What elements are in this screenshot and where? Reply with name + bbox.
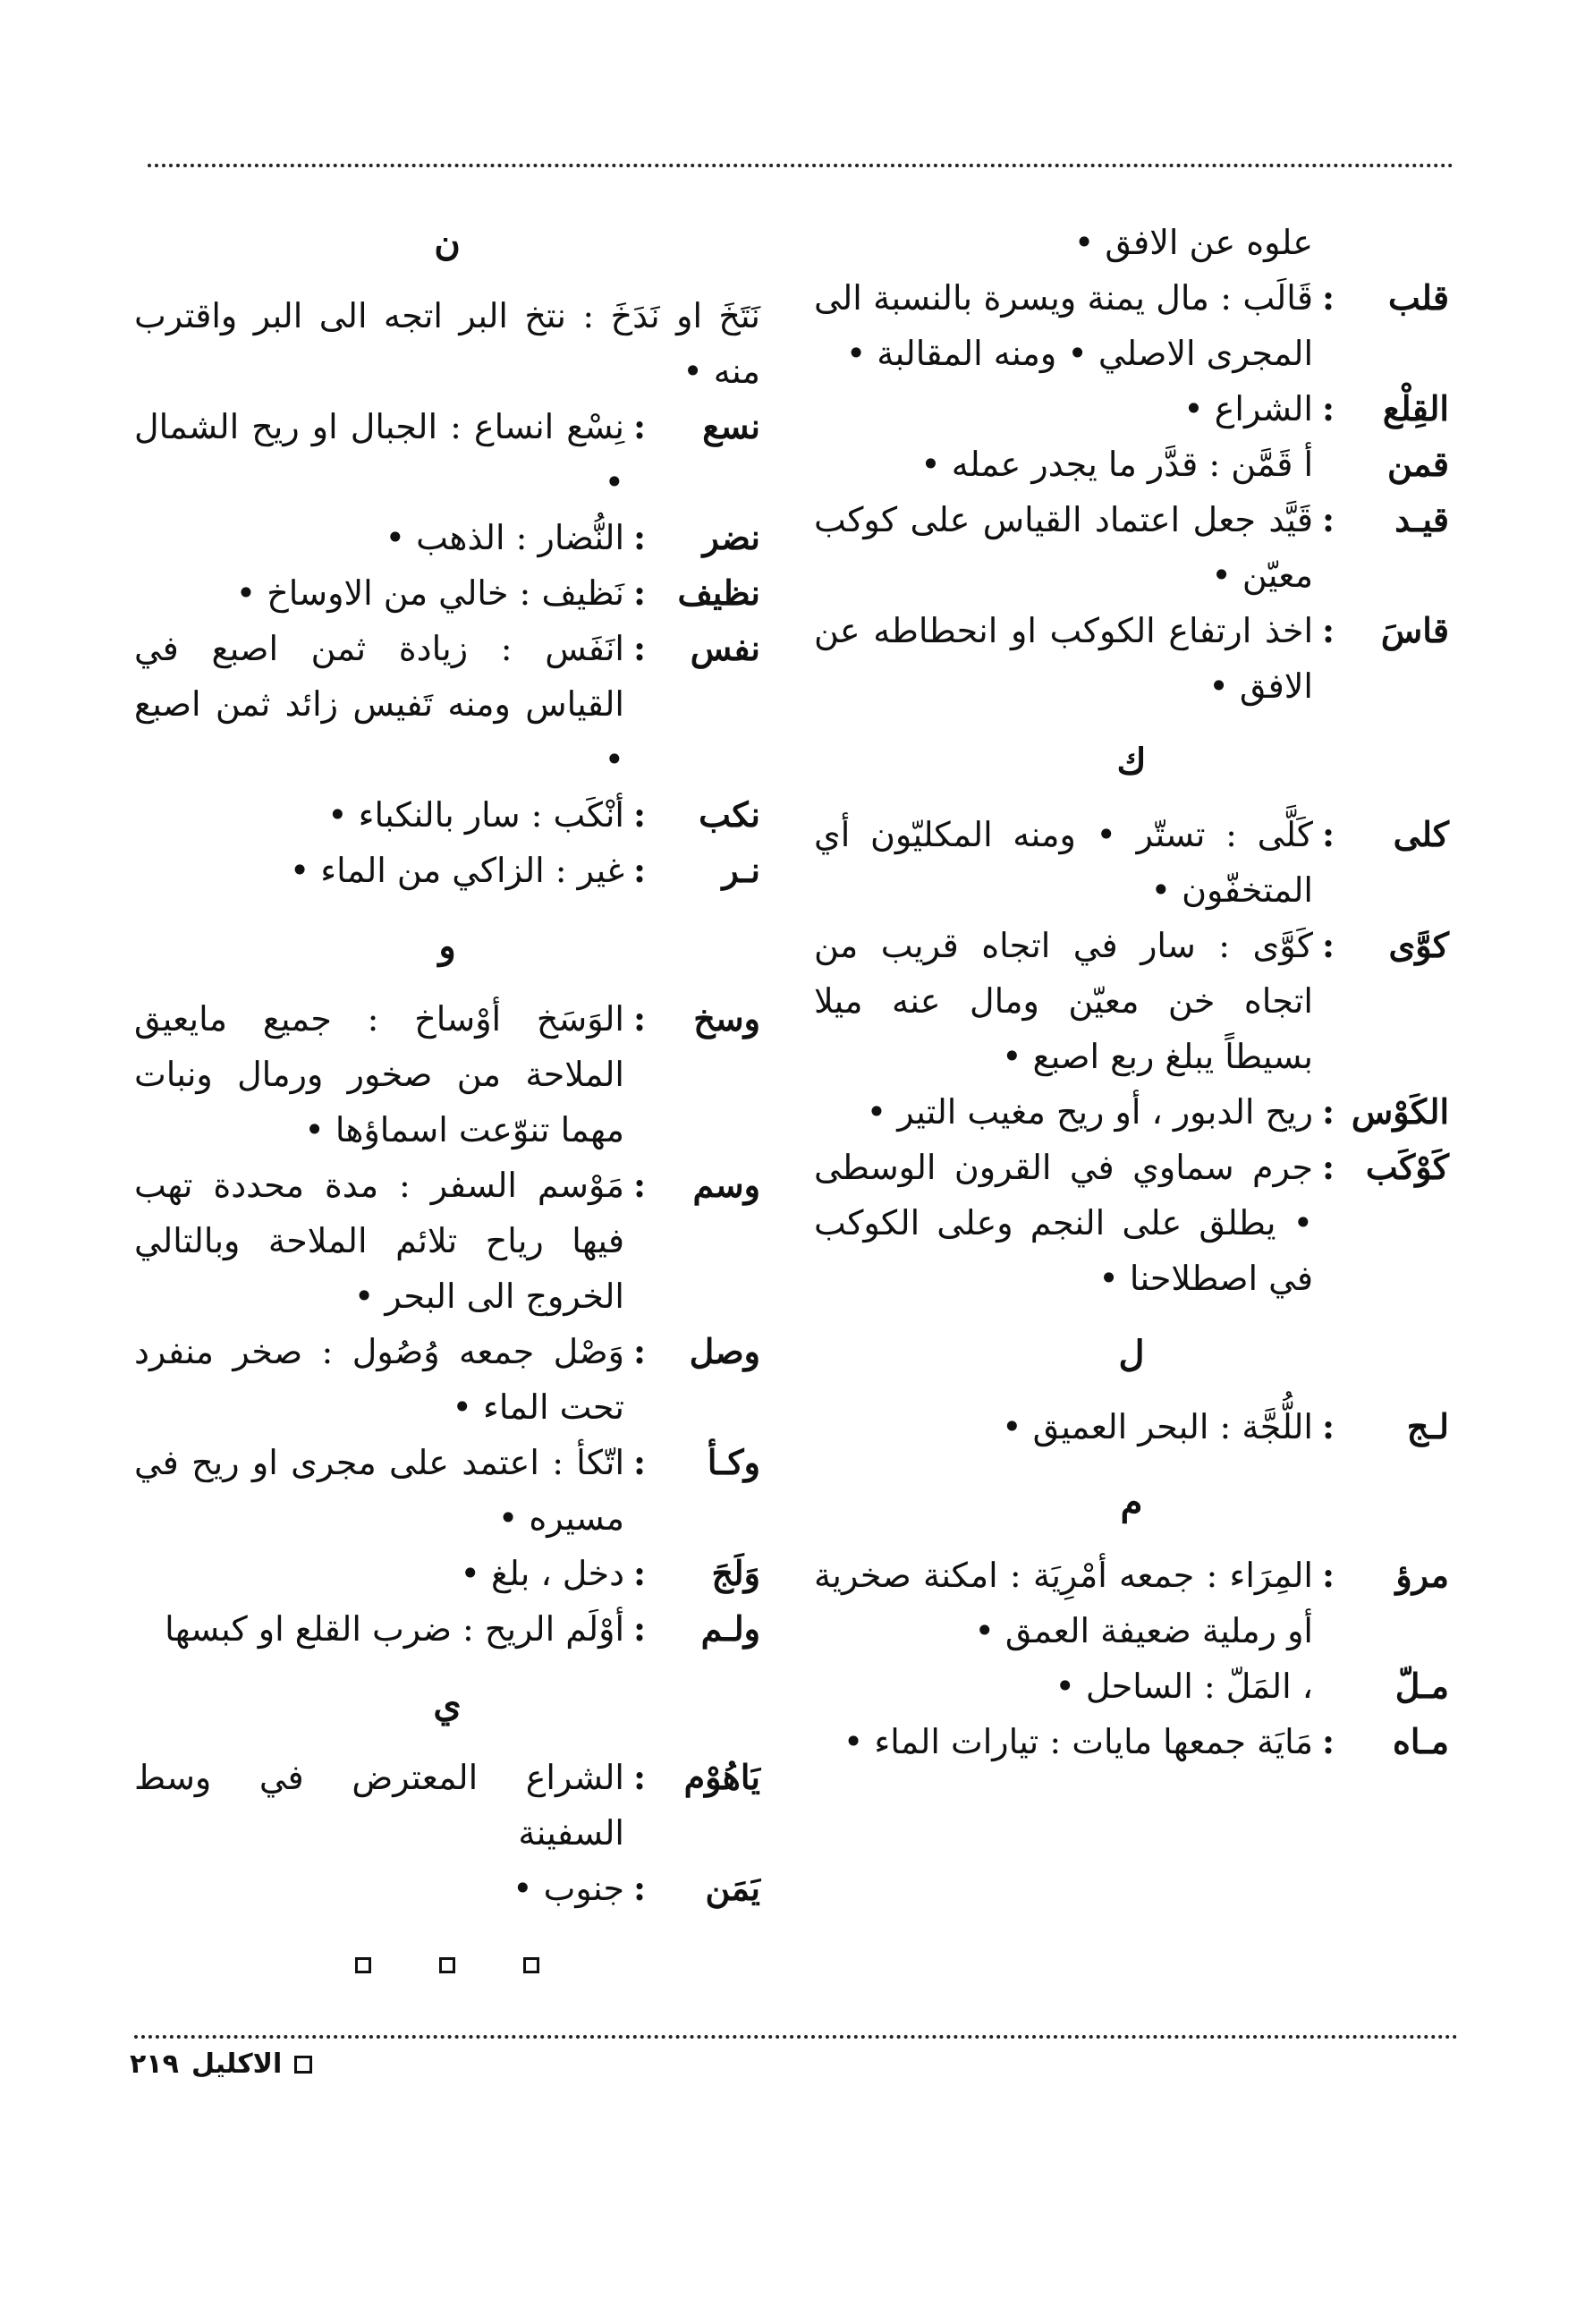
glossary-entry: قلب : قَالَب : مال يمنة ويسرة بالنسبة الى المجرى الاصلي • ومنه المقالبة • (814, 270, 1449, 381)
section-letter-nun: ن (434, 222, 461, 264)
entry-definition: كَوَّى : سار في اتجاه قريب من اتجاه خن معيّن ومال عنه ميلا بسيطاً يبلغ ربع اصبع • (814, 926, 1313, 1076)
glossary-entry: نضر : النُّضار : الذهب • (134, 510, 760, 565)
entry-definition: الشراع المعترض في وسط السفينة (134, 1758, 624, 1853)
entry-root: نظيف (677, 573, 760, 613)
entry-definition: غير : الزاكي من الماء • (289, 851, 624, 890)
page-number: ٢١٩ (130, 2048, 179, 2080)
entry-definition: الوَسَخ أوْساخ : جميع مايعيق الملاحة من صخور ورمال ونبات مهما تنوّعت اسماؤها • (134, 999, 624, 1149)
entry-definition: النُّضار : الذهب • (385, 518, 624, 557)
entry-root: نفس (690, 628, 760, 668)
entry-root: قمن (1386, 444, 1449, 484)
glossary-entry: نكب : أنْكَب : سار بالنكباء • (134, 787, 760, 843)
entry-root: وسم (692, 1165, 760, 1205)
entry-root: نسع (702, 406, 760, 446)
entry-root: نـر (722, 850, 760, 890)
entry-definition: جنوب • (513, 1869, 624, 1908)
glossary-entry: كوَّى : كَوَّى : سار في اتجاه قريب من اتجاه خن معيّن ومال عنه ميلا بسيطاً يبلغ ربع اصبع • (814, 918, 1449, 1084)
glossary-entry: يَاهُوْم : الشراع المعترض في وسط السفينة (134, 1750, 760, 1861)
glossary-entry: نسع : نِسْع انساع : الجبال او ريح الشمال • (134, 399, 760, 510)
entry-root: كوَّى (1388, 925, 1449, 965)
glossary-entry: لـج : اللُّجَّة : البحر العميق • (814, 1399, 1449, 1455)
glossary-entry: القِلْع : الشراع • (814, 381, 1449, 437)
glossary-entry (134, 288, 760, 399)
entry-definition: أنْكَب : سار بالنكباء • (327, 795, 624, 835)
entry-definition: قَالَب : مال يمنة ويسرة بالنسبة الى المجرى الاصلي • ومنه المقالبة • (814, 278, 1313, 373)
entry-root: مـاه (1393, 1721, 1449, 1761)
entry-definition: ، المَلّ : الساحل • (1055, 1667, 1313, 1706)
right-column (814, 215, 1449, 1769)
entry-definition: مَوْسم السفر : مدة محددة تهب فيها رياح تلائم الملاحة وبالتالي الخروج الى البحر • (134, 1166, 624, 1316)
bottom-dotted-rule (134, 2035, 1458, 2039)
glossary-entry (814, 437, 1449, 492)
entry-root: القِلْع (1382, 388, 1449, 428)
glossary-entry: مـاه : مَايَة جمعها مايات : تيارات الماء • (814, 1714, 1449, 1769)
glossary-entry: نـر : غير : الزاكي من الماء • (134, 843, 760, 898)
entry-definition: قَيَّد جعل اعتماد القياس على كوكب معيّن • (814, 500, 1313, 595)
glossary-entry: ولـم : أوْلَم الريح : ضرب القلع او كبسها (134, 1601, 760, 1657)
entry-root: وصل (689, 1331, 760, 1371)
entry-definition: اللُّجَّة : البحر العميق • (1002, 1407, 1313, 1446)
glossary-entry: قيـد : قَيَّد جعل اعتماد القياس على كوكب معيّن • (814, 492, 1449, 603)
square-mark (523, 1957, 539, 1973)
entry-definition: الشراع • (1183, 389, 1313, 428)
glossary-entry: الكَوْس : ريح الدبور ، أو ريح مغيب التير • (814, 1084, 1449, 1140)
entry-definition: وَصْل جمعه وُصُول : صخر منفرد تحت الماء • (134, 1332, 624, 1427)
entry-root: مرؤ (1395, 1555, 1449, 1595)
entry-definition: المِرَاء : جمعه أمْرِيَة : امكنة صخرية أو رملية ضعيفة العمق • (814, 1556, 1313, 1650)
glossary-entry: كَوْكَب : جرم سماوي في القرون الوسطى • يطلق على النجم وعلى الكوكب في اصطلاحنا • (814, 1140, 1449, 1306)
entry-definition: انَفَس : زيادة ثمن اصبع في القياس ومنه تَفيس زائد ثمن اصبع • (134, 629, 624, 779)
top-dotted-rule (148, 164, 1454, 167)
glossary-entry: وصل : وَصْل جمعه وُصُول : صخر منفرد تحت الماء • (134, 1324, 760, 1435)
glossary-entry: مرؤ : المِرَاء : جمعه أمْرِيَة : امكنة صخرية أو رملية ضعيفة العمق • (814, 1548, 1449, 1658)
entry-definition: جرم سماوي في القرون الوسطى • يطلق على النجم وعلى الكوكب في اصطلاحنا • (814, 1148, 1313, 1298)
entry-root: وَلَجَ (711, 1553, 760, 1593)
glossary-entry: وسم : مَوْسم السفر : مدة محددة تهب فيها رياح تلائم الملاحة وبالتالي الخروج الى البحر • (134, 1158, 760, 1324)
entry-root: يَمَن (705, 1868, 760, 1908)
entry-root: نضر (702, 517, 760, 557)
entry-definition: اتّكأ : اعتمد على مجرى او ريح في مسيره • (134, 1443, 624, 1538)
entry-root: كلى (1393, 814, 1449, 854)
entry-definition: دخل ، بلغ • (460, 1554, 624, 1593)
entry-root: لـج (1406, 1406, 1449, 1446)
glossary-entry: نفس : انَفَس : زيادة ثمن اصبع في القياس ومنه تَفيس زائد ثمن اصبع • (134, 621, 760, 787)
glossary-entry: وسخ : الوَسَخ أوْساخ : جميع مايعيق الملاحة من صخور ورمال ونبات مهما تنوّعت اسماؤها • (134, 991, 760, 1158)
section-letter-mim: م (1120, 1481, 1143, 1523)
entry-root: ولـم (700, 1608, 760, 1649)
continuation-line (814, 215, 1449, 270)
section-letter-ya: ي (433, 1684, 462, 1726)
glossary-entry: نظيف : نَظيف : خالي من الاوساخ • (134, 565, 760, 621)
continuation-text: علوه عن الافق • (1073, 223, 1313, 262)
entry-root: مـلّ (1394, 1666, 1449, 1706)
end-marks (134, 1957, 760, 1973)
entry-root: نكب (699, 794, 760, 835)
entry-definition: نَظيف : خالي من الاوساخ • (235, 573, 624, 613)
running-title: الاكليل (191, 2048, 283, 2080)
left-column (134, 215, 760, 1973)
entry-root: كَوْكَب (1365, 1147, 1449, 1187)
entry-definition: نَتَخَ او نَدَخَ : نتخ البر اتجه الى البر واقترب منه • (134, 296, 760, 391)
glossary-entry: يَمَن : جنوب • (134, 1861, 760, 1916)
entry-definition: كَلَّى : تستّر • ومنه المكليّون أي المتخفّون • (814, 815, 1313, 910)
glossary-entry: كلى : كَلَّى : تستّر • ومنه المكليّون أي المتخفّون • (814, 807, 1449, 918)
entry-root: يَاهُوْم (683, 1757, 760, 1797)
entry-definition: اخذ ارتفاع الكوكب او انحطاطه عن الافق • (814, 611, 1313, 706)
glossary-entry (814, 1658, 1449, 1714)
section-letter-waw: و (438, 925, 456, 967)
entry-root: وكـأ (707, 1442, 760, 1482)
section-letter-lam: ل (1118, 1333, 1145, 1375)
square-mark (439, 1957, 455, 1973)
entry-root: قلب (1387, 277, 1449, 318)
page-footer (130, 2048, 312, 2080)
entry-root: قاسَ (1380, 610, 1449, 650)
entry-root: الكَوْس (1351, 1091, 1449, 1132)
glossary-entry: قاسَ : اخذ ارتفاع الكوكب او انحطاطه عن الافق • (814, 603, 1449, 714)
entry-definition: أوْلَم الريح : ضرب القلع او كبسها (165, 1609, 624, 1649)
glossary-entry: وَلَجَ : دخل ، بلغ • (134, 1546, 760, 1601)
section-letter-kaf: ك (1116, 741, 1147, 783)
entry-definition: ريح الدبور ، أو ريح مغيب التير • (866, 1092, 1313, 1132)
entry-definition: أ قَمَّن : قدَّر ما يجدر عمله • (920, 445, 1313, 484)
footer-square-icon (294, 2056, 312, 2074)
entry-root: وسخ (693, 998, 760, 1039)
entry-root: قيـد (1394, 499, 1449, 539)
glossary-entry: وكـأ : اتّكأ : اعتمد على مجرى او ريح في مسيره • (134, 1435, 760, 1546)
entry-definition: مَايَة جمعها مايات : تيارات الماء • (843, 1722, 1313, 1761)
square-mark (355, 1957, 371, 1973)
entry-definition: نِسْع انساع : الجبال او ريح الشمال • (134, 407, 624, 502)
